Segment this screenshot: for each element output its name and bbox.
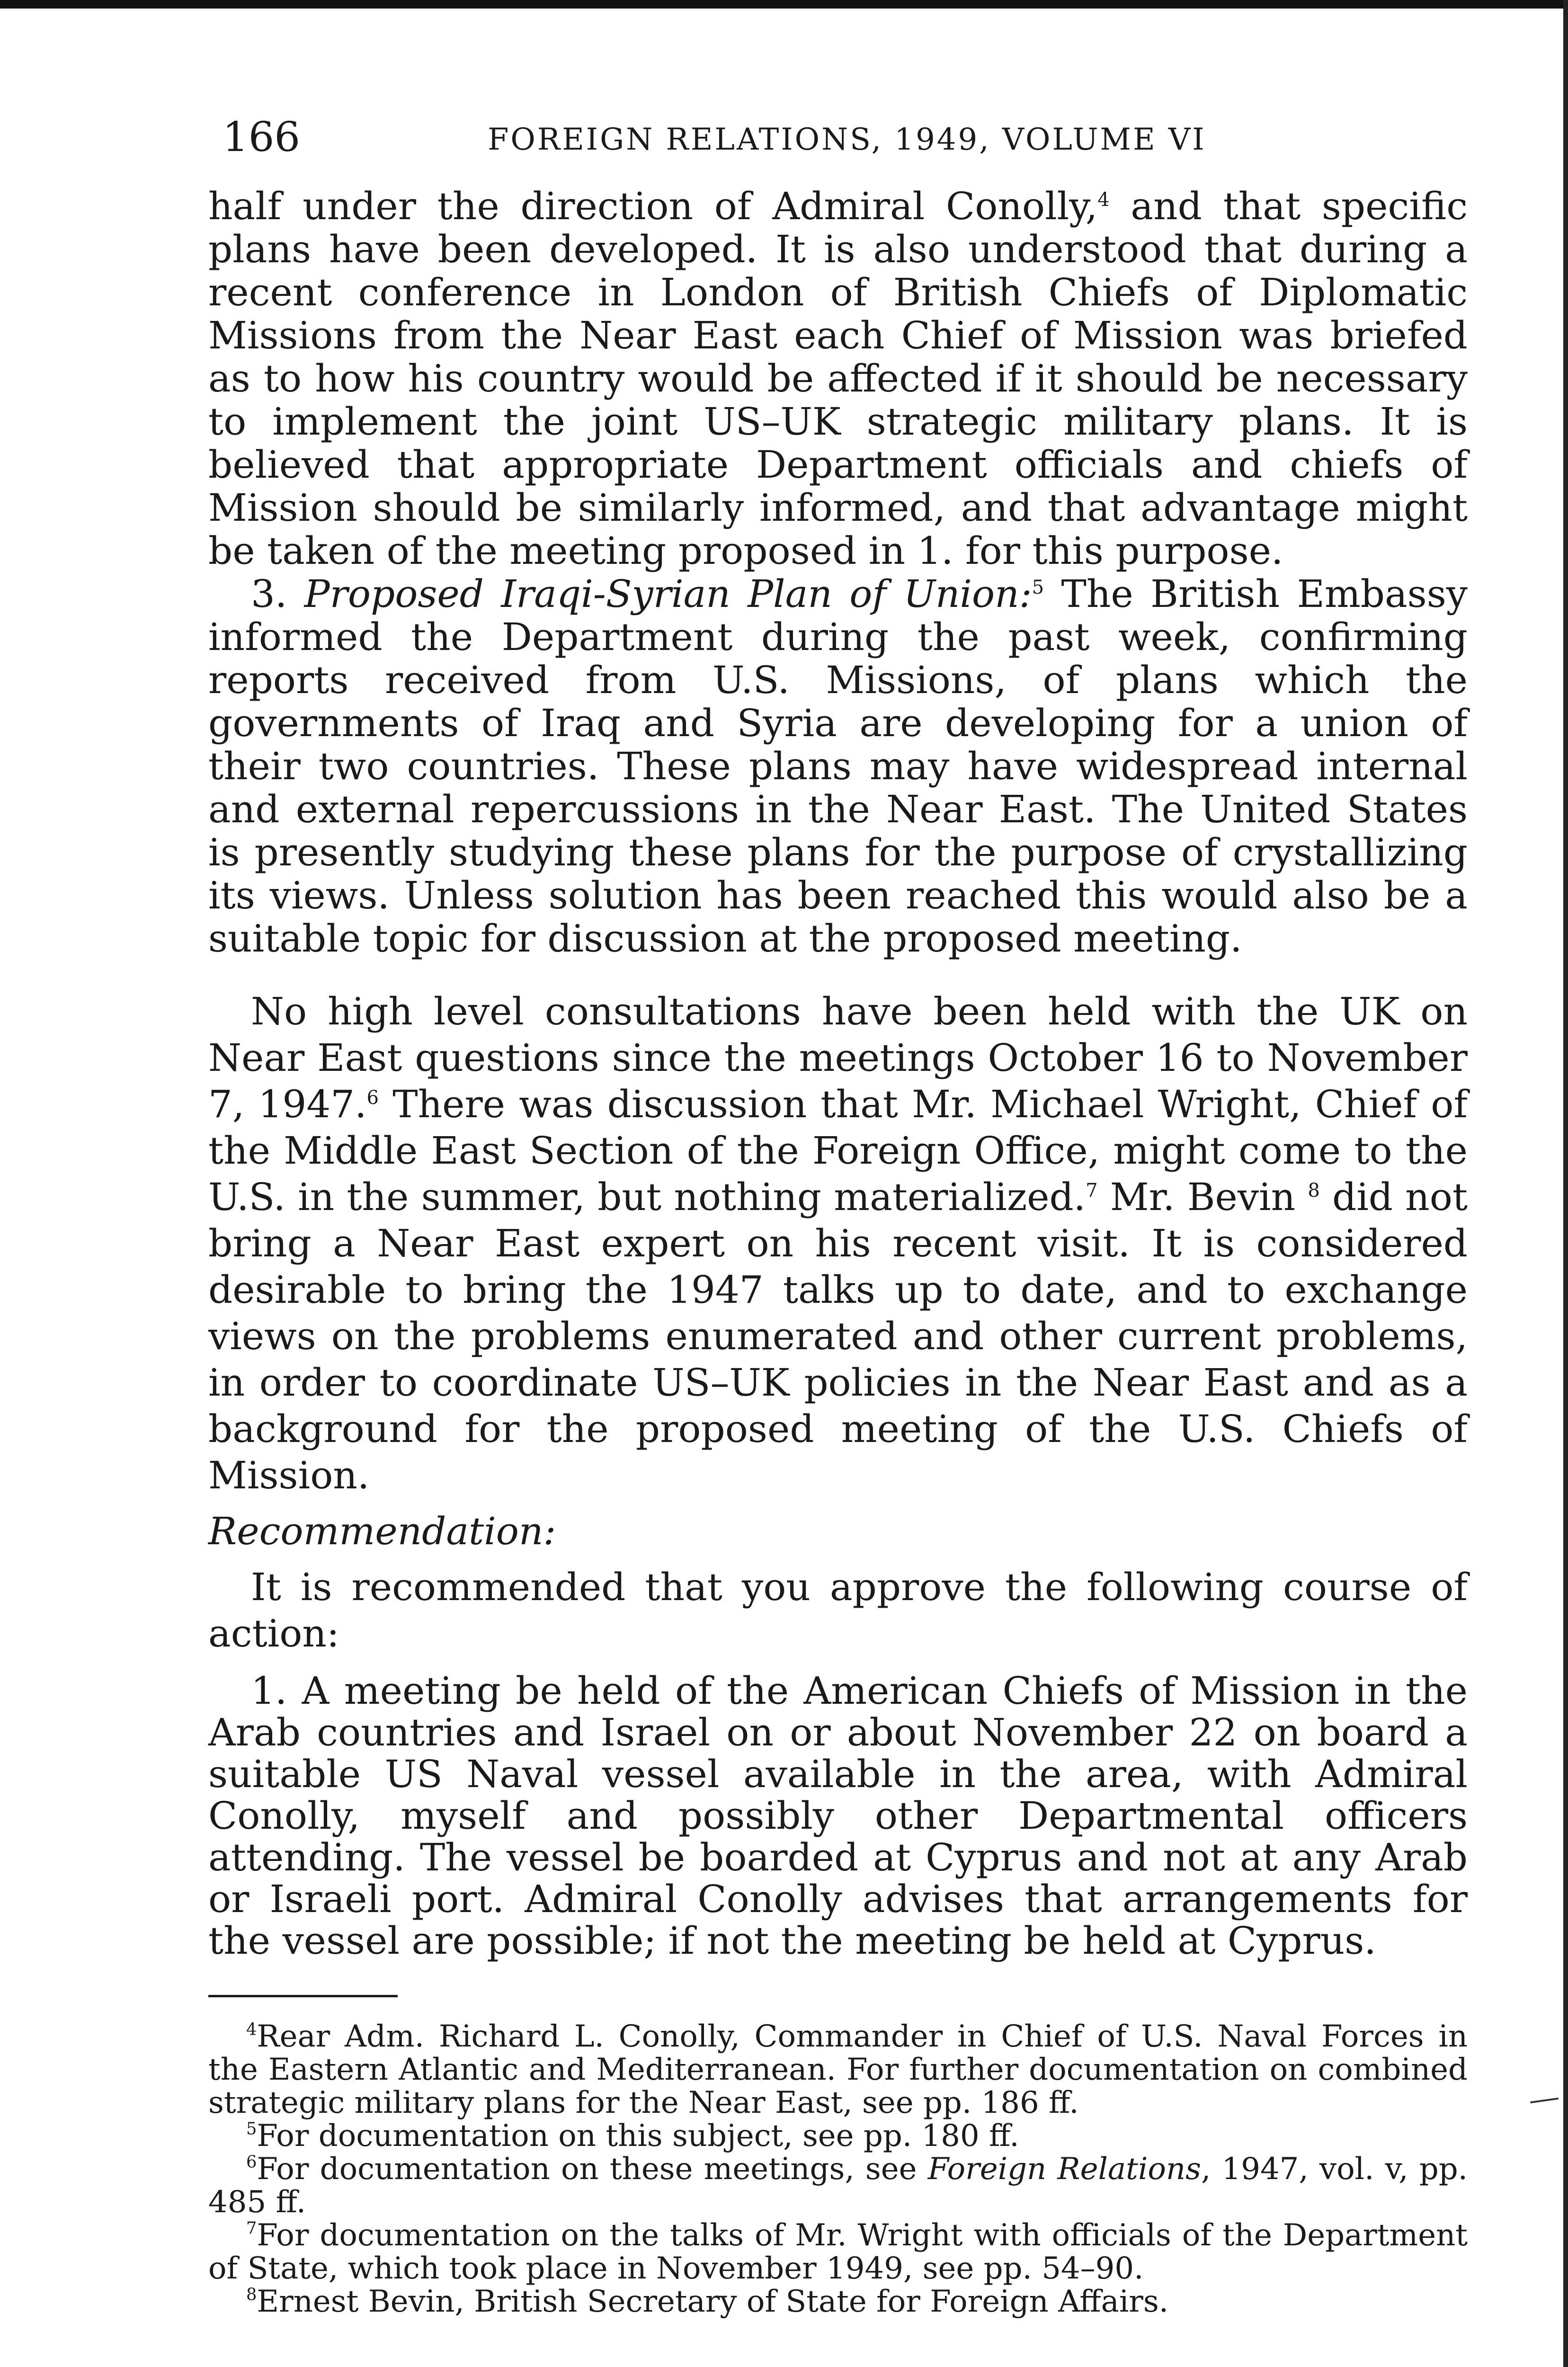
footnote-mark: 5: [246, 2119, 257, 2139]
consultations-section: [208, 988, 1468, 1657]
scan-edge-right: [1563, 0, 1568, 2367]
paragraph-text: Mr. Bevin: [1097, 1175, 1308, 1219]
footnote-divider: [208, 1995, 398, 1997]
footnote-ref-4: 4: [1097, 189, 1110, 211]
recommendation-items: [208, 1670, 1468, 1962]
recommendation-intro: It is recommended that you approve the following course of action:: [208, 1565, 1468, 1655]
recommendation-item-1: 1. A meeting be held of the American Chiefs of Mission in the Arab countries and Israel on or about November 22 on board a suitable US Naval vessel available in the area, with Admiral Conolly, myself and possibly other Departmental officers attending. The vessel be boarded at Cyprus and not at any Arab or Israeli port. Admiral Conolly advises that arrangements for the vessel are possible; if not the meeting be held at Cyprus.: [208, 1669, 1468, 1963]
footnotes: [208, 2020, 1468, 2318]
item-3-number: 3.: [251, 572, 287, 616]
item-3-paragraph: [208, 572, 1468, 960]
paragraph-text: There was discussion that Mr. Michael Wright, Chief of the Middle East Section of the Foreign Office, might come to the U.S. in the summer, but nothing materialized.: [208, 1082, 1468, 1219]
running-head: [208, 114, 1468, 185]
paragraph-text: did not bring a Near East expert on his recent visit. It is considered desirable to bring the 1947 talks up to date, and to exchange views on the problems enumerated and other current problems, in order to coordinate US–UK policies in the Near East and as a background for the proposed meeting of the U.S. Chiefs of Mission.: [208, 1175, 1468, 1497]
recommendation-heading: Recommendation:: [208, 1509, 556, 1553]
running-title: FOREIGN RELATIONS, 1949, VOLUME VI: [488, 122, 1206, 157]
footnote-ref-6: 6: [366, 1087, 379, 1109]
continuation-paragraph: [208, 185, 1468, 572]
footnote-text: Rear Adm. Richard L. Conolly, Commander in Chief of U.S. Naval Forces in the Eastern Atlantic and Mediterranean. For further documentation on combined strategic military plans for the Near East, see pp. 186 ff.: [208, 2019, 1468, 2120]
footnote-ref-8: 8: [1308, 1180, 1320, 1201]
paragraph-text: and that specific plans have been developed. It is also understood that during a recent conference in London of British Chiefs of Diplomatic Missions from the Near East each Chief of Mission was briefed as to how his country would be affected if it should be necessary to implement the joint US–UK strategic military plans. It is believed that appropriate Department officials and chiefs of Mission should be similarly informed, and that advantage might be taken of the meeting proposed in 1. for this purpose.: [208, 184, 1468, 573]
footnote-mark: 6: [246, 2152, 257, 2172]
footnote-text: Ernest Bevin, British Secretary of State for Foreign Affairs.: [257, 2284, 1169, 2319]
footnote-text: For documentation on this subject, see pp. 180 ff.: [257, 2118, 1019, 2153]
paragraph-text: The British Embassy informed the Department during the past week, confirming reports received from U.S. Missions, of plans which the governments of Iraq and Syria are developing for a union of their two countries. These plans may have widespread internal and external repercussions in the Near East. The United States is presently studying these plans for the purpose of crystallizing its views. Unless solution has been reached this would also be a suitable topic for discussion at the proposed meeting.: [208, 572, 1468, 961]
footnote-4: [208, 2020, 1468, 2119]
margin-mark: [1530, 2098, 1559, 2103]
footnote-text: For documentation on these meetings, see: [257, 2152, 928, 2187]
page-number: 166: [223, 114, 301, 161]
item-3-heading: Proposed Iraqi-Syrian Plan of Union:: [304, 572, 1032, 616]
footnote-5: [208, 2119, 1468, 2153]
footnote-mark: 4: [246, 2020, 257, 2039]
document-page: [208, 114, 1468, 2318]
footnote-ref-7: 7: [1086, 1180, 1098, 1201]
consultations-paragraph: [208, 988, 1468, 1499]
paragraph-text: half under the direction of Admiral Conolly,: [208, 184, 1098, 228]
footnote-text: , 1947, vol. v, pp. 485 ff.: [208, 2152, 1468, 2220]
footnote-mark: 8: [246, 2285, 257, 2305]
footnote-8: [208, 2285, 1468, 2318]
footnote-text: For documentation on the talks of Mr. Wright with officials of the Department of State, which took place in November 1949, see pp. 54–90.: [208, 2218, 1468, 2286]
scan-edge-top: [0, 0, 1568, 9]
footnote-6: [208, 2153, 1468, 2219]
footnote-7: [208, 2219, 1468, 2285]
footnote-ref-5: 5: [1032, 577, 1044, 598]
footnote-mark: 7: [246, 2218, 257, 2238]
footnote-italic-title: Foreign Relations: [927, 2152, 1201, 2187]
upper-section: [208, 185, 1468, 960]
paragraph-text: No high level consultations have been held with the UK on Near East questions since the meetings October 16 to November 7, 1947.: [208, 989, 1468, 1126]
